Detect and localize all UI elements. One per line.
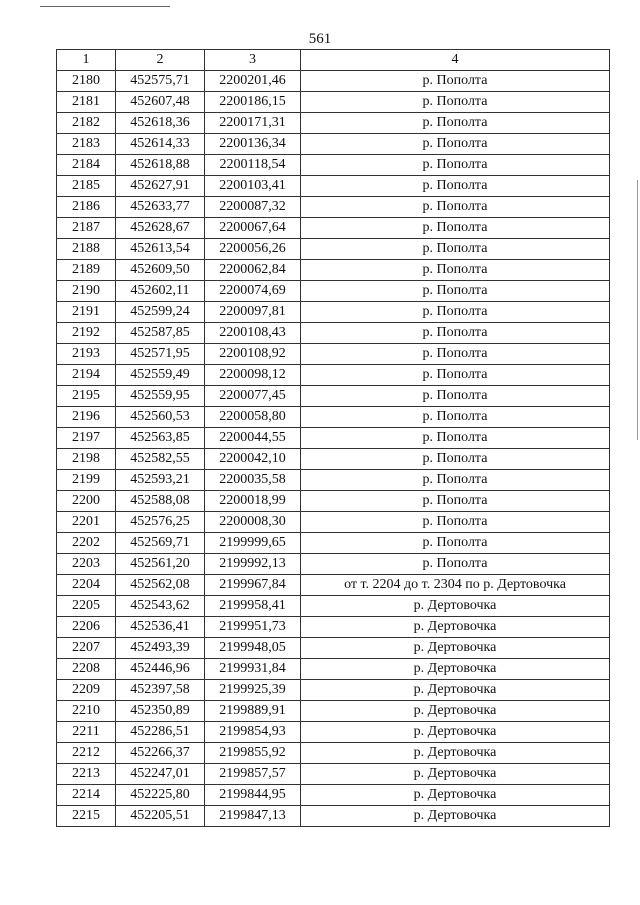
description-cell: р. Пополта [301, 428, 610, 449]
description-cell: р. Дертовочка [301, 617, 610, 638]
x-coordinate-cell: 452613,54 [116, 239, 205, 260]
x-coordinate-cell: 452225,80 [116, 785, 205, 806]
table-row [57, 239, 610, 260]
description-cell: р. Пополта [301, 323, 610, 344]
x-coordinate-cell: 452614,33 [116, 134, 205, 155]
y-coordinate-cell: 2200018,99 [205, 491, 301, 512]
table-row [57, 428, 610, 449]
table-row [57, 764, 610, 785]
x-coordinate-cell: 452559,49 [116, 365, 205, 386]
table-row [57, 785, 610, 806]
table-row [57, 680, 610, 701]
x-coordinate-cell: 452627,91 [116, 176, 205, 197]
x-coordinate-cell: 452599,24 [116, 302, 205, 323]
point-number-cell: 2193 [57, 344, 116, 365]
point-number-cell: 2198 [57, 449, 116, 470]
x-coordinate-cell: 452582,55 [116, 449, 205, 470]
point-number-cell: 2187 [57, 218, 116, 239]
point-number-cell: 2214 [57, 785, 116, 806]
table-row [57, 596, 610, 617]
table-row [57, 722, 610, 743]
description-cell: р. Дертовочка [301, 659, 610, 680]
column-header-4: 4 [301, 50, 610, 71]
x-coordinate-cell: 452575,71 [116, 71, 205, 92]
y-coordinate-cell: 2200087,32 [205, 197, 301, 218]
description-cell: р. Дертовочка [301, 722, 610, 743]
point-number-cell: 2208 [57, 659, 116, 680]
x-coordinate-cell: 452576,25 [116, 512, 205, 533]
description-cell: р. Пополта [301, 113, 610, 134]
description-cell: р. Пополта [301, 92, 610, 113]
point-number-cell: 2191 [57, 302, 116, 323]
point-number-cell: 2196 [57, 407, 116, 428]
x-coordinate-cell: 452536,41 [116, 617, 205, 638]
x-coordinate-cell: 452543,62 [116, 596, 205, 617]
table-row [57, 344, 610, 365]
point-number-cell: 2213 [57, 764, 116, 785]
table-row [57, 260, 610, 281]
table-row [57, 407, 610, 428]
y-coordinate-cell: 2200171,31 [205, 113, 301, 134]
y-coordinate-cell: 2200008,30 [205, 512, 301, 533]
x-coordinate-cell: 452587,85 [116, 323, 205, 344]
table-row [57, 806, 610, 827]
table-row [57, 449, 610, 470]
x-coordinate-cell: 452571,95 [116, 344, 205, 365]
description-cell: р. Пополта [301, 260, 610, 281]
table-row [57, 365, 610, 386]
table-row [57, 701, 610, 722]
y-coordinate-cell: 2199931,84 [205, 659, 301, 680]
y-coordinate-cell: 2199951,73 [205, 617, 301, 638]
table-row [57, 575, 610, 596]
table-row [57, 470, 610, 491]
y-coordinate-cell: 2200067,64 [205, 218, 301, 239]
x-coordinate-cell: 452588,08 [116, 491, 205, 512]
scan-top-rule [40, 6, 170, 7]
column-header-1: 1 [57, 50, 116, 71]
x-coordinate-cell: 452397,58 [116, 680, 205, 701]
description-cell: р. Пополта [301, 155, 610, 176]
point-number-cell: 2209 [57, 680, 116, 701]
x-coordinate-cell: 452446,96 [116, 659, 205, 680]
y-coordinate-cell: 2199847,13 [205, 806, 301, 827]
description-cell: р. Дертовочка [301, 764, 610, 785]
y-coordinate-cell: 2199889,91 [205, 701, 301, 722]
point-number-cell: 2210 [57, 701, 116, 722]
y-coordinate-cell: 2200103,41 [205, 176, 301, 197]
x-coordinate-cell: 452607,48 [116, 92, 205, 113]
x-coordinate-cell: 452618,88 [116, 155, 205, 176]
point-number-cell: 2180 [57, 71, 116, 92]
y-coordinate-cell: 2200097,81 [205, 302, 301, 323]
table-row [57, 743, 610, 764]
x-coordinate-cell: 452628,67 [116, 218, 205, 239]
point-number-cell: 2211 [57, 722, 116, 743]
y-coordinate-cell: 2200201,46 [205, 71, 301, 92]
description-cell: р. Дертовочка [301, 680, 610, 701]
point-number-cell: 2194 [57, 365, 116, 386]
point-number-cell: 2199 [57, 470, 116, 491]
x-coordinate-cell: 452205,51 [116, 806, 205, 827]
page-number: 561 [308, 31, 332, 47]
description-cell: р. Пополта [301, 386, 610, 407]
point-number-cell: 2188 [57, 239, 116, 260]
table-row [57, 491, 610, 512]
description-cell: р. Пополта [301, 176, 610, 197]
x-coordinate-cell: 452569,71 [116, 533, 205, 554]
description-cell: р. Пополта [301, 449, 610, 470]
point-number-cell: 2195 [57, 386, 116, 407]
scan-edge-line [637, 180, 638, 440]
point-number-cell: 2182 [57, 113, 116, 134]
table-body [57, 71, 610, 827]
x-coordinate-cell: 452286,51 [116, 722, 205, 743]
point-number-cell: 2183 [57, 134, 116, 155]
point-number-cell: 2205 [57, 596, 116, 617]
y-coordinate-cell: 2199925,39 [205, 680, 301, 701]
table-row [57, 197, 610, 218]
x-coordinate-cell: 452633,77 [116, 197, 205, 218]
description-cell: р. Дертовочка [301, 806, 610, 827]
table-row [57, 92, 610, 113]
point-number-cell: 2212 [57, 743, 116, 764]
table-row [57, 281, 610, 302]
y-coordinate-cell: 2200098,12 [205, 365, 301, 386]
description-cell: р. Пополта [301, 407, 610, 428]
point-number-cell: 2186 [57, 197, 116, 218]
description-cell: р. Пополта [301, 281, 610, 302]
x-coordinate-cell: 452602,11 [116, 281, 205, 302]
y-coordinate-cell: 2200044,55 [205, 428, 301, 449]
table-row [57, 176, 610, 197]
y-coordinate-cell: 2200118,54 [205, 155, 301, 176]
y-coordinate-cell: 2200136,34 [205, 134, 301, 155]
point-number-cell: 2184 [57, 155, 116, 176]
table-row [57, 659, 610, 680]
y-coordinate-cell: 2199855,92 [205, 743, 301, 764]
table-row [57, 113, 610, 134]
description-cell: р. Пополта [301, 554, 610, 575]
y-coordinate-cell: 2200108,43 [205, 323, 301, 344]
description-cell: р. Пополта [301, 197, 610, 218]
x-coordinate-cell: 452561,20 [116, 554, 205, 575]
description-cell: р. Дертовочка [301, 701, 610, 722]
coordinates-table [56, 49, 610, 827]
x-coordinate-cell: 452350,89 [116, 701, 205, 722]
description-cell: р. Пополта [301, 365, 610, 386]
y-coordinate-cell: 2199948,05 [205, 638, 301, 659]
table-row [57, 302, 610, 323]
point-number-cell: 2185 [57, 176, 116, 197]
description-cell: р. Дертовочка [301, 596, 610, 617]
y-coordinate-cell: 2199844,95 [205, 785, 301, 806]
x-coordinate-cell: 452593,21 [116, 470, 205, 491]
column-header-2: 2 [116, 50, 205, 71]
table-row [57, 155, 610, 176]
point-number-cell: 2192 [57, 323, 116, 344]
y-coordinate-cell: 2200042,10 [205, 449, 301, 470]
description-cell: р. Пополта [301, 302, 610, 323]
table-row [57, 71, 610, 92]
y-coordinate-cell: 2200108,92 [205, 344, 301, 365]
table-header-row [57, 50, 610, 71]
point-number-cell: 2215 [57, 806, 116, 827]
x-coordinate-cell: 452562,08 [116, 575, 205, 596]
y-coordinate-cell: 2200056,26 [205, 239, 301, 260]
y-coordinate-cell: 2200035,58 [205, 470, 301, 491]
y-coordinate-cell: 2199958,41 [205, 596, 301, 617]
x-coordinate-cell: 452247,01 [116, 764, 205, 785]
y-coordinate-cell: 2199854,93 [205, 722, 301, 743]
table-row [57, 323, 610, 344]
x-coordinate-cell: 452560,53 [116, 407, 205, 428]
description-cell: р. Пополта [301, 239, 610, 260]
description-cell: р. Пополта [301, 470, 610, 491]
y-coordinate-cell: 2200186,15 [205, 92, 301, 113]
x-coordinate-cell: 452609,50 [116, 260, 205, 281]
y-coordinate-cell: 2199967,84 [205, 575, 301, 596]
description-cell: р. Пополта [301, 218, 610, 239]
x-coordinate-cell: 452618,36 [116, 113, 205, 134]
x-coordinate-cell: 452266,37 [116, 743, 205, 764]
description-cell: р. Дертовочка [301, 743, 610, 764]
description-cell: р. Дертовочка [301, 638, 610, 659]
description-cell: р. Пополта [301, 134, 610, 155]
point-number-cell: 2206 [57, 617, 116, 638]
point-number-cell: 2207 [57, 638, 116, 659]
description-cell: р. Пополта [301, 533, 610, 554]
y-coordinate-cell: 2199992,13 [205, 554, 301, 575]
y-coordinate-cell: 2200062,84 [205, 260, 301, 281]
table-row [57, 512, 610, 533]
point-number-cell: 2189 [57, 260, 116, 281]
point-number-cell: 2202 [57, 533, 116, 554]
table-row [57, 134, 610, 155]
x-coordinate-cell: 452493,39 [116, 638, 205, 659]
table-row [57, 218, 610, 239]
description-cell: от т. 2204 до т. 2304 по р. Дертовочка [301, 575, 610, 596]
point-number-cell: 2200 [57, 491, 116, 512]
point-number-cell: 2203 [57, 554, 116, 575]
y-coordinate-cell: 2200074,69 [205, 281, 301, 302]
y-coordinate-cell: 2199857,57 [205, 764, 301, 785]
y-coordinate-cell: 2199999,65 [205, 533, 301, 554]
description-cell: р. Дертовочка [301, 785, 610, 806]
table-row [57, 638, 610, 659]
x-coordinate-cell: 452559,95 [116, 386, 205, 407]
table-row [57, 617, 610, 638]
table-row [57, 554, 610, 575]
description-cell: р. Пополта [301, 512, 610, 533]
description-cell: р. Пополта [301, 71, 610, 92]
x-coordinate-cell: 452563,85 [116, 428, 205, 449]
description-cell: р. Пополта [301, 344, 610, 365]
y-coordinate-cell: 2200077,45 [205, 386, 301, 407]
point-number-cell: 2201 [57, 512, 116, 533]
column-header-3: 3 [205, 50, 301, 71]
point-number-cell: 2197 [57, 428, 116, 449]
y-coordinate-cell: 2200058,80 [205, 407, 301, 428]
point-number-cell: 2181 [57, 92, 116, 113]
point-number-cell: 2204 [57, 575, 116, 596]
point-number-cell: 2190 [57, 281, 116, 302]
table-row [57, 386, 610, 407]
table-row [57, 533, 610, 554]
description-cell: р. Пополта [301, 491, 610, 512]
